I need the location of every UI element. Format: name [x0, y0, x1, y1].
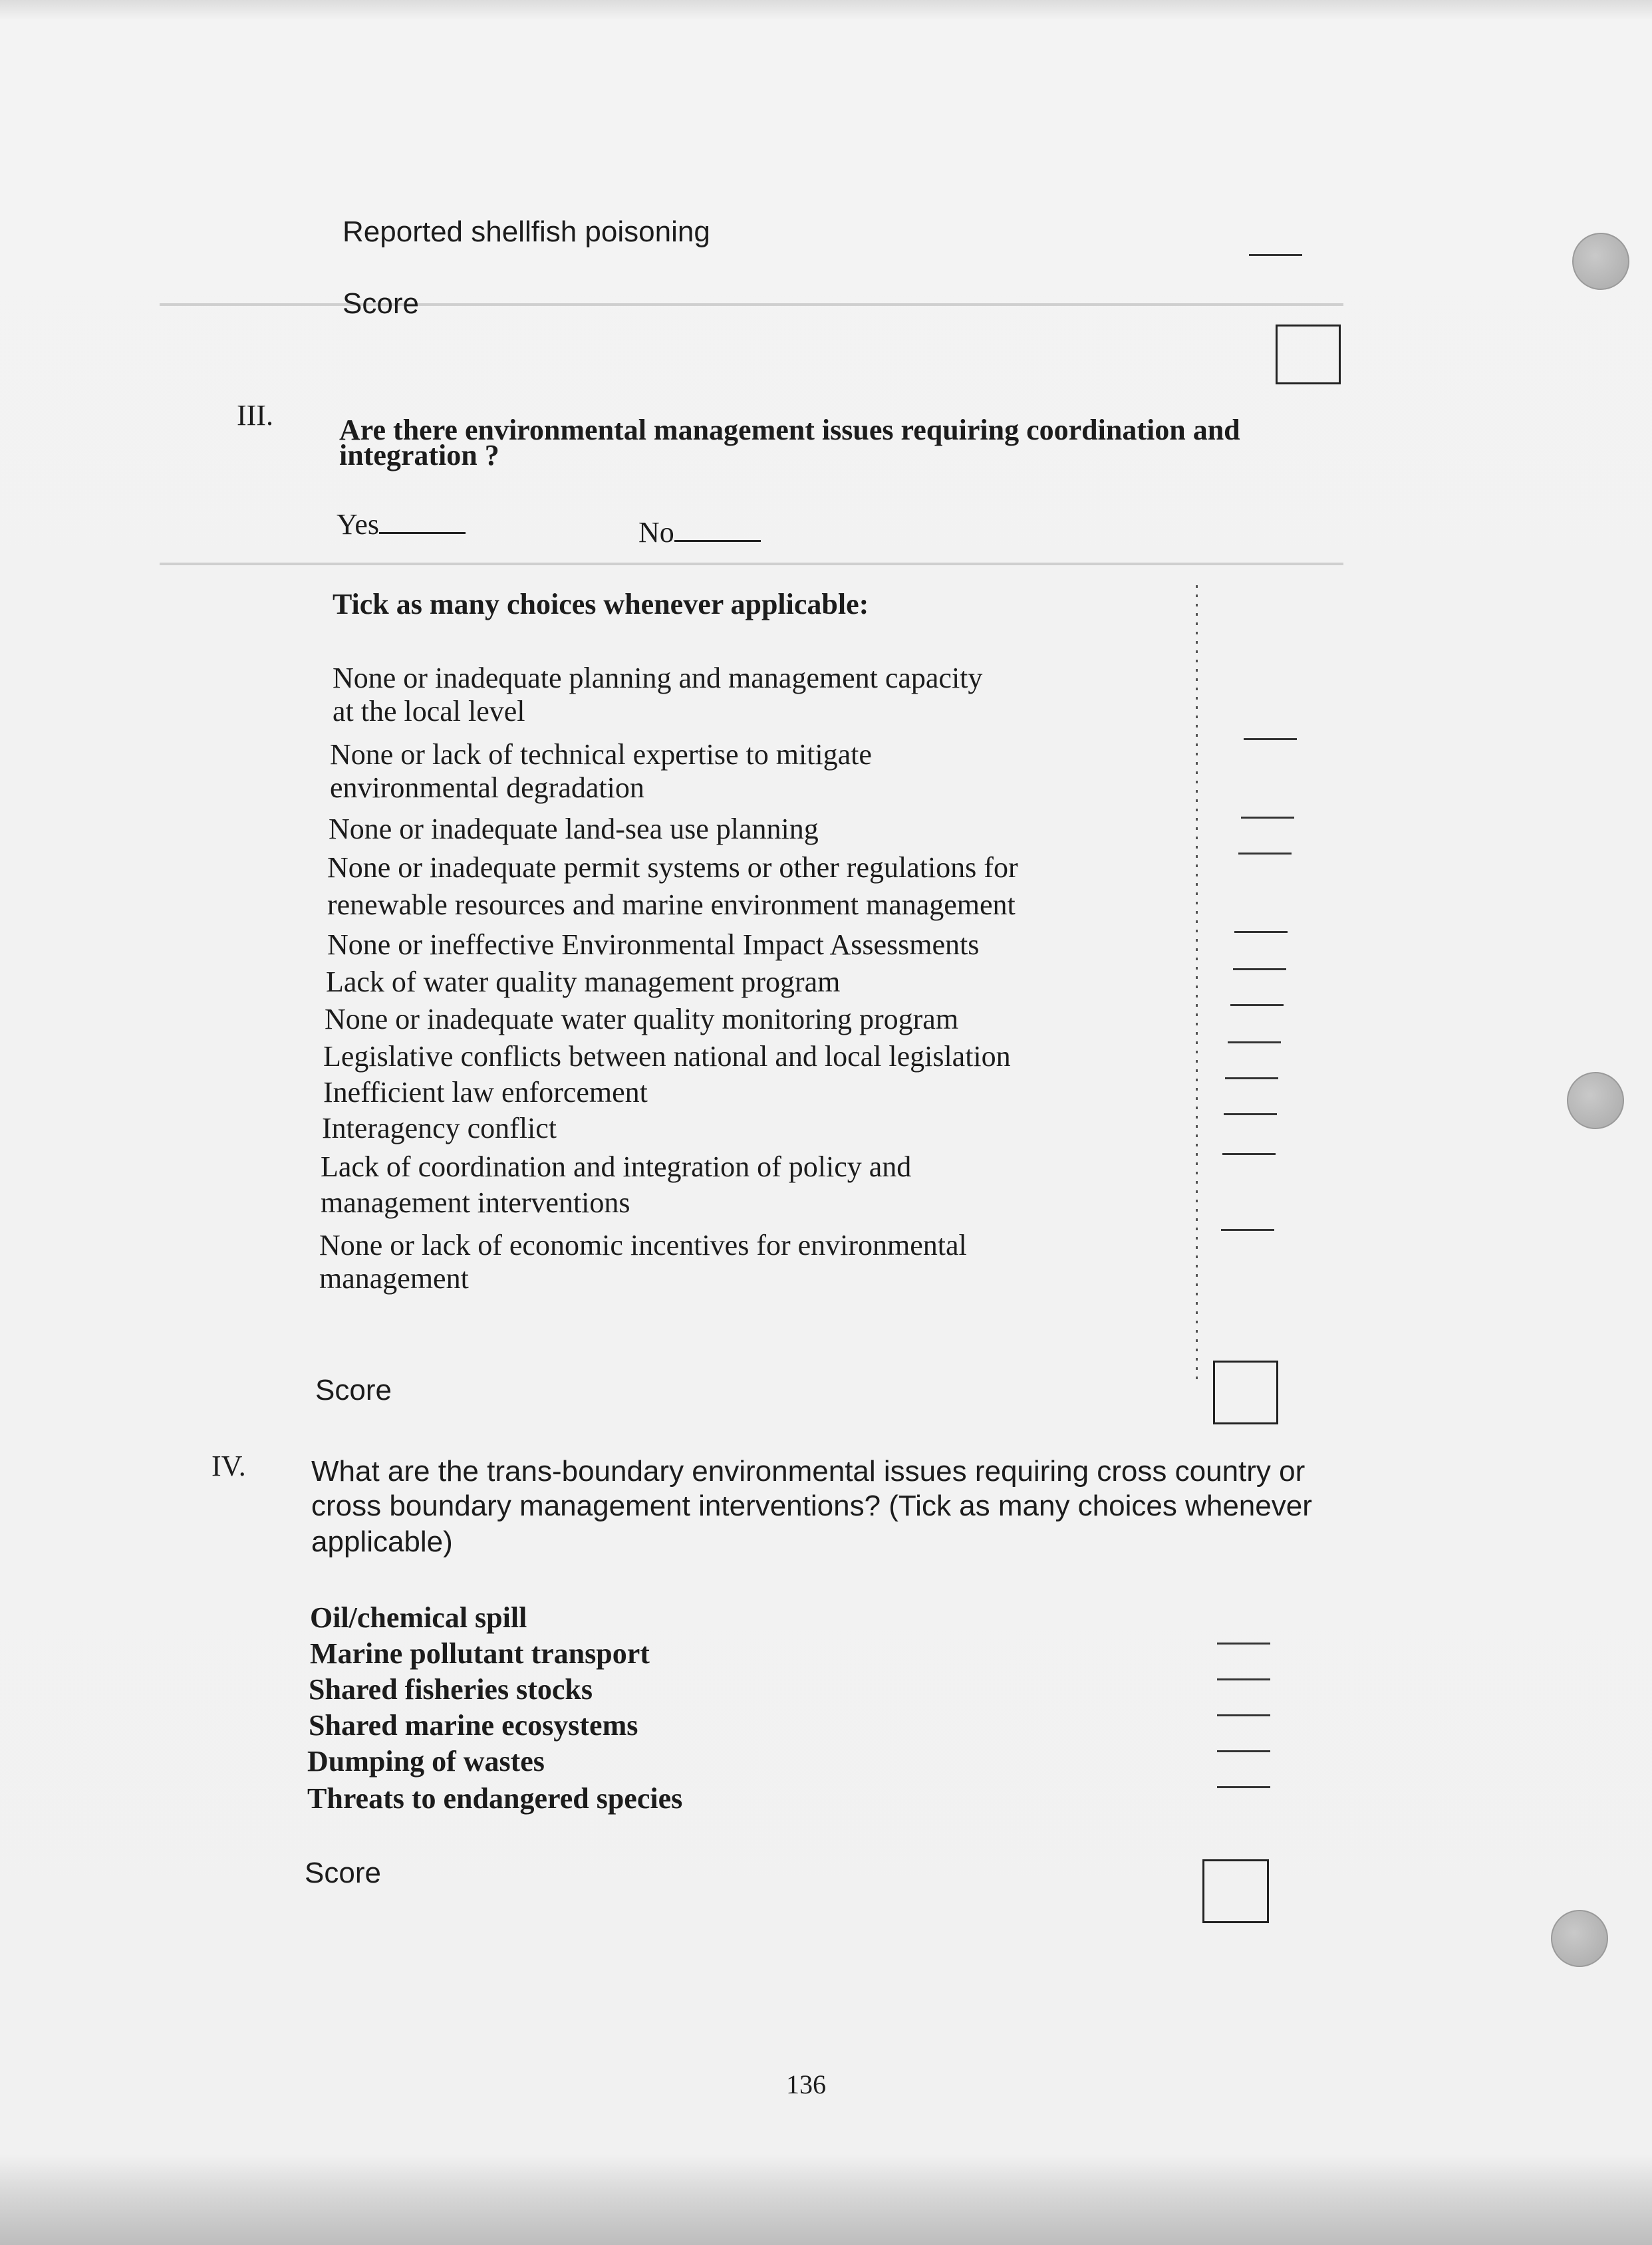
choice-line: at the local level [333, 695, 525, 727]
tick-blank[interactable] [1249, 254, 1302, 256]
score-label: Score [315, 1374, 392, 1406]
tick-blank[interactable] [1217, 1750, 1270, 1752]
punch-hole [1551, 1910, 1608, 1967]
choice-line: None or inadequate water quality monitoring program [325, 1003, 959, 1035]
shellfish-item: Reported shellfish poisoning [343, 215, 710, 248]
yes-blank[interactable] [379, 509, 466, 534]
choice-line: Interagency conflict [322, 1112, 557, 1144]
question-line: applicable) [311, 1525, 453, 1558]
score-box[interactable] [1202, 1859, 1269, 1923]
choice-line: None or inadequate planning and management capacity [333, 662, 983, 694]
page-number: 136 [786, 2069, 826, 2099]
no-blank[interactable] [674, 517, 761, 542]
tick-blank[interactable] [1224, 1113, 1277, 1115]
punch-hole [1567, 1072, 1624, 1129]
dotted-guide [1196, 585, 1198, 1383]
choice-line: environmental degradation [330, 771, 644, 804]
score-label: Score [343, 287, 419, 320]
tick-blank[interactable] [1238, 853, 1292, 855]
tick-blank[interactable] [1222, 1153, 1276, 1155]
choice-line: Shared marine ecosystems [309, 1709, 638, 1742]
choice-line: renewable resources and marine environment management [327, 888, 1016, 921]
question-line: What are the trans-boundary environmental issues requiring cross country or [311, 1455, 1306, 1488]
tick-blank[interactable] [1228, 1041, 1281, 1043]
tick-blank[interactable] [1221, 1229, 1274, 1231]
no-label: No [638, 516, 674, 549]
yes-option[interactable] [337, 508, 466, 541]
section-numeral: IV. [211, 1450, 246, 1482]
choice-line: Threats to endangered species [307, 1782, 683, 1815]
choice-line: Shared fisheries stocks [309, 1673, 593, 1706]
tick-blank[interactable] [1234, 931, 1288, 933]
no-option[interactable] [638, 516, 761, 549]
choice-line: None or inadequate permit systems or other regulations for [327, 851, 1018, 884]
question-line: integration ? [339, 439, 499, 471]
tick-blank[interactable] [1225, 1077, 1278, 1079]
choice-line: None or lack of technical expertise to mitigate [330, 738, 872, 771]
choice-line: management interventions [321, 1186, 630, 1219]
yes-label: Yes [337, 508, 380, 541]
tick-blank[interactable] [1230, 1004, 1284, 1006]
choice-line: management [319, 1262, 469, 1295]
score-label: Score [305, 1857, 381, 1889]
choice-line: Oil/chemical spill [310, 1601, 527, 1634]
tick-blank[interactable] [1241, 817, 1294, 819]
choice-line: Legislative conflicts between national and local legislation [323, 1040, 1011, 1073]
section-numeral: III. [237, 399, 273, 432]
choice-line: Dumping of wastes [307, 1745, 545, 1778]
bleed-through-rule [160, 303, 1343, 306]
choice-line: Lack of coordination and integration of policy and [321, 1150, 912, 1183]
tick-blank[interactable] [1244, 738, 1297, 740]
score-box[interactable] [1213, 1361, 1278, 1424]
question-line: Are there environmental management issues requiring coordination and [339, 414, 1240, 446]
bleed-through-rule [160, 563, 1343, 565]
choice-line: None or lack of economic incentives for environmental [319, 1229, 967, 1261]
tick-blank[interactable] [1233, 968, 1286, 970]
choice-line: None or ineffective Environmental Impact Assessments [327, 928, 980, 961]
question-line: cross boundary management interventions? (Tick as many choices whenever [311, 1490, 1312, 1522]
tick-blank[interactable] [1217, 1714, 1270, 1716]
tick-blank[interactable] [1217, 1786, 1270, 1788]
punch-hole [1572, 233, 1629, 290]
tick-blank[interactable] [1217, 1678, 1270, 1680]
choice-line: Marine pollutant transport [310, 1637, 650, 1670]
score-box[interactable] [1276, 325, 1341, 384]
choice-line: None or inadequate land-sea use planning [329, 813, 819, 845]
choice-line: Lack of water quality management program [326, 966, 841, 998]
tick-blank[interactable] [1217, 1643, 1270, 1645]
instruction: Tick as many choices whenever applicable: [333, 588, 869, 620]
choice-line: Inefficient law enforcement [323, 1076, 648, 1109]
